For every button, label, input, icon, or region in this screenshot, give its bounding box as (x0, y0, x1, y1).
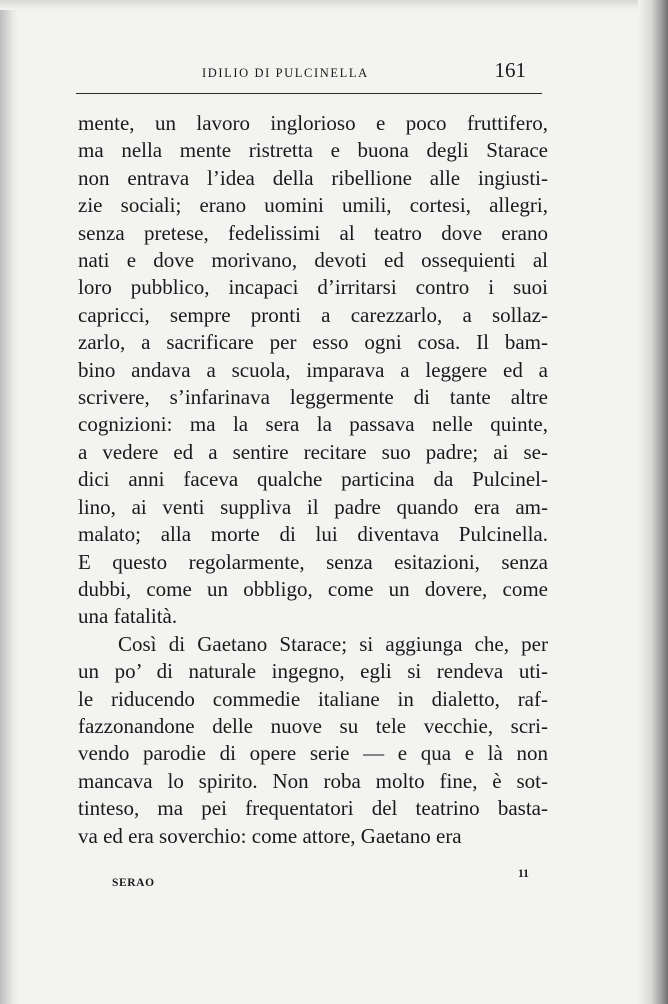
text-line: capricci, sempre pronti a carezzarlo, a sollaz- (78, 302, 548, 327)
page-number: 161 (494, 58, 526, 82)
header-rule (76, 93, 542, 94)
text-line: E questo regolarmente, senza esitazioni, senza (78, 549, 548, 574)
text-line: una fatalità. (78, 604, 178, 629)
text-line: non entrava l’idea della ribellione alle ingiusti- (78, 165, 548, 190)
text-line: cognizioni: ma la sera la passava nelle quinte, (78, 412, 548, 437)
text-line: senza pretese, fedelissimi al teatro dove erano (78, 220, 548, 245)
text-line: vendo parodie di opere serie — e qua e là non (78, 741, 548, 766)
text-line: Così di Gaetano Starace; si aggiunga che, per (118, 631, 548, 656)
body-text (78, 110, 548, 850)
text-line: bino andava a scuola, imparava a leggere ed a (78, 357, 548, 382)
text-line: mente, un lavoro inglorioso e poco fruttifero, (78, 111, 548, 135)
text-line: dubbi, come un obbligo, come un dovere, come (78, 576, 548, 601)
text-line: a vedere ed a sentire recitare suo padre; ai se- (78, 439, 548, 464)
text-line: zarlo, a sacrificare per esso ogni cosa. Il bam- (78, 330, 548, 355)
text-line: un po’ di naturale ingegno, egli si rendeva uti- (78, 659, 548, 684)
page-edge-top (0, 0, 668, 10)
text-line: dici anni faceva qualche particina da Pulcinel- (78, 467, 548, 492)
paragraph (78, 631, 548, 850)
text-line: nati e dove morivano, devoti ed ossequienti al (78, 248, 548, 273)
text-line: mancava lo spirito. Non roba molto fine, è sot- (78, 768, 548, 793)
running-title: IDILIO DI PULCINELLA (202, 66, 369, 80)
text-line: fazzonandone delle nuove su tele vecchie, scri- (78, 713, 548, 738)
page-edge-left (0, 0, 18, 1004)
text-line: malato; alla morte di lui diventava Pulcinella. (78, 522, 548, 547)
footer-author: SERAO (112, 877, 155, 889)
text-line: le riducendo commedie italiane in dialetto, raf- (78, 686, 548, 711)
text-line: va ed era soverchio: come attore, Gaetano era (78, 823, 462, 848)
paragraph (78, 110, 548, 631)
text-line: ma nella mente ristretta e buona degli Starace (78, 138, 548, 163)
page-header (76, 58, 542, 94)
text-line: scrivere, s’infarinava leggermente di tante altre (78, 385, 548, 410)
text-line: zie sociali; erano uomini umili, cortesi, allegri, (78, 193, 548, 218)
page-edge-right (638, 0, 668, 1004)
signature-mark: 11 (518, 868, 529, 880)
text-line: lino, ai venti suppliva il padre quando era am- (78, 494, 548, 519)
text-line: tinteso, ma pei frequentatori del teatrino basta- (78, 796, 548, 821)
text-line: loro pubblico, incapaci d’irritarsi contro i suoi (78, 275, 548, 300)
